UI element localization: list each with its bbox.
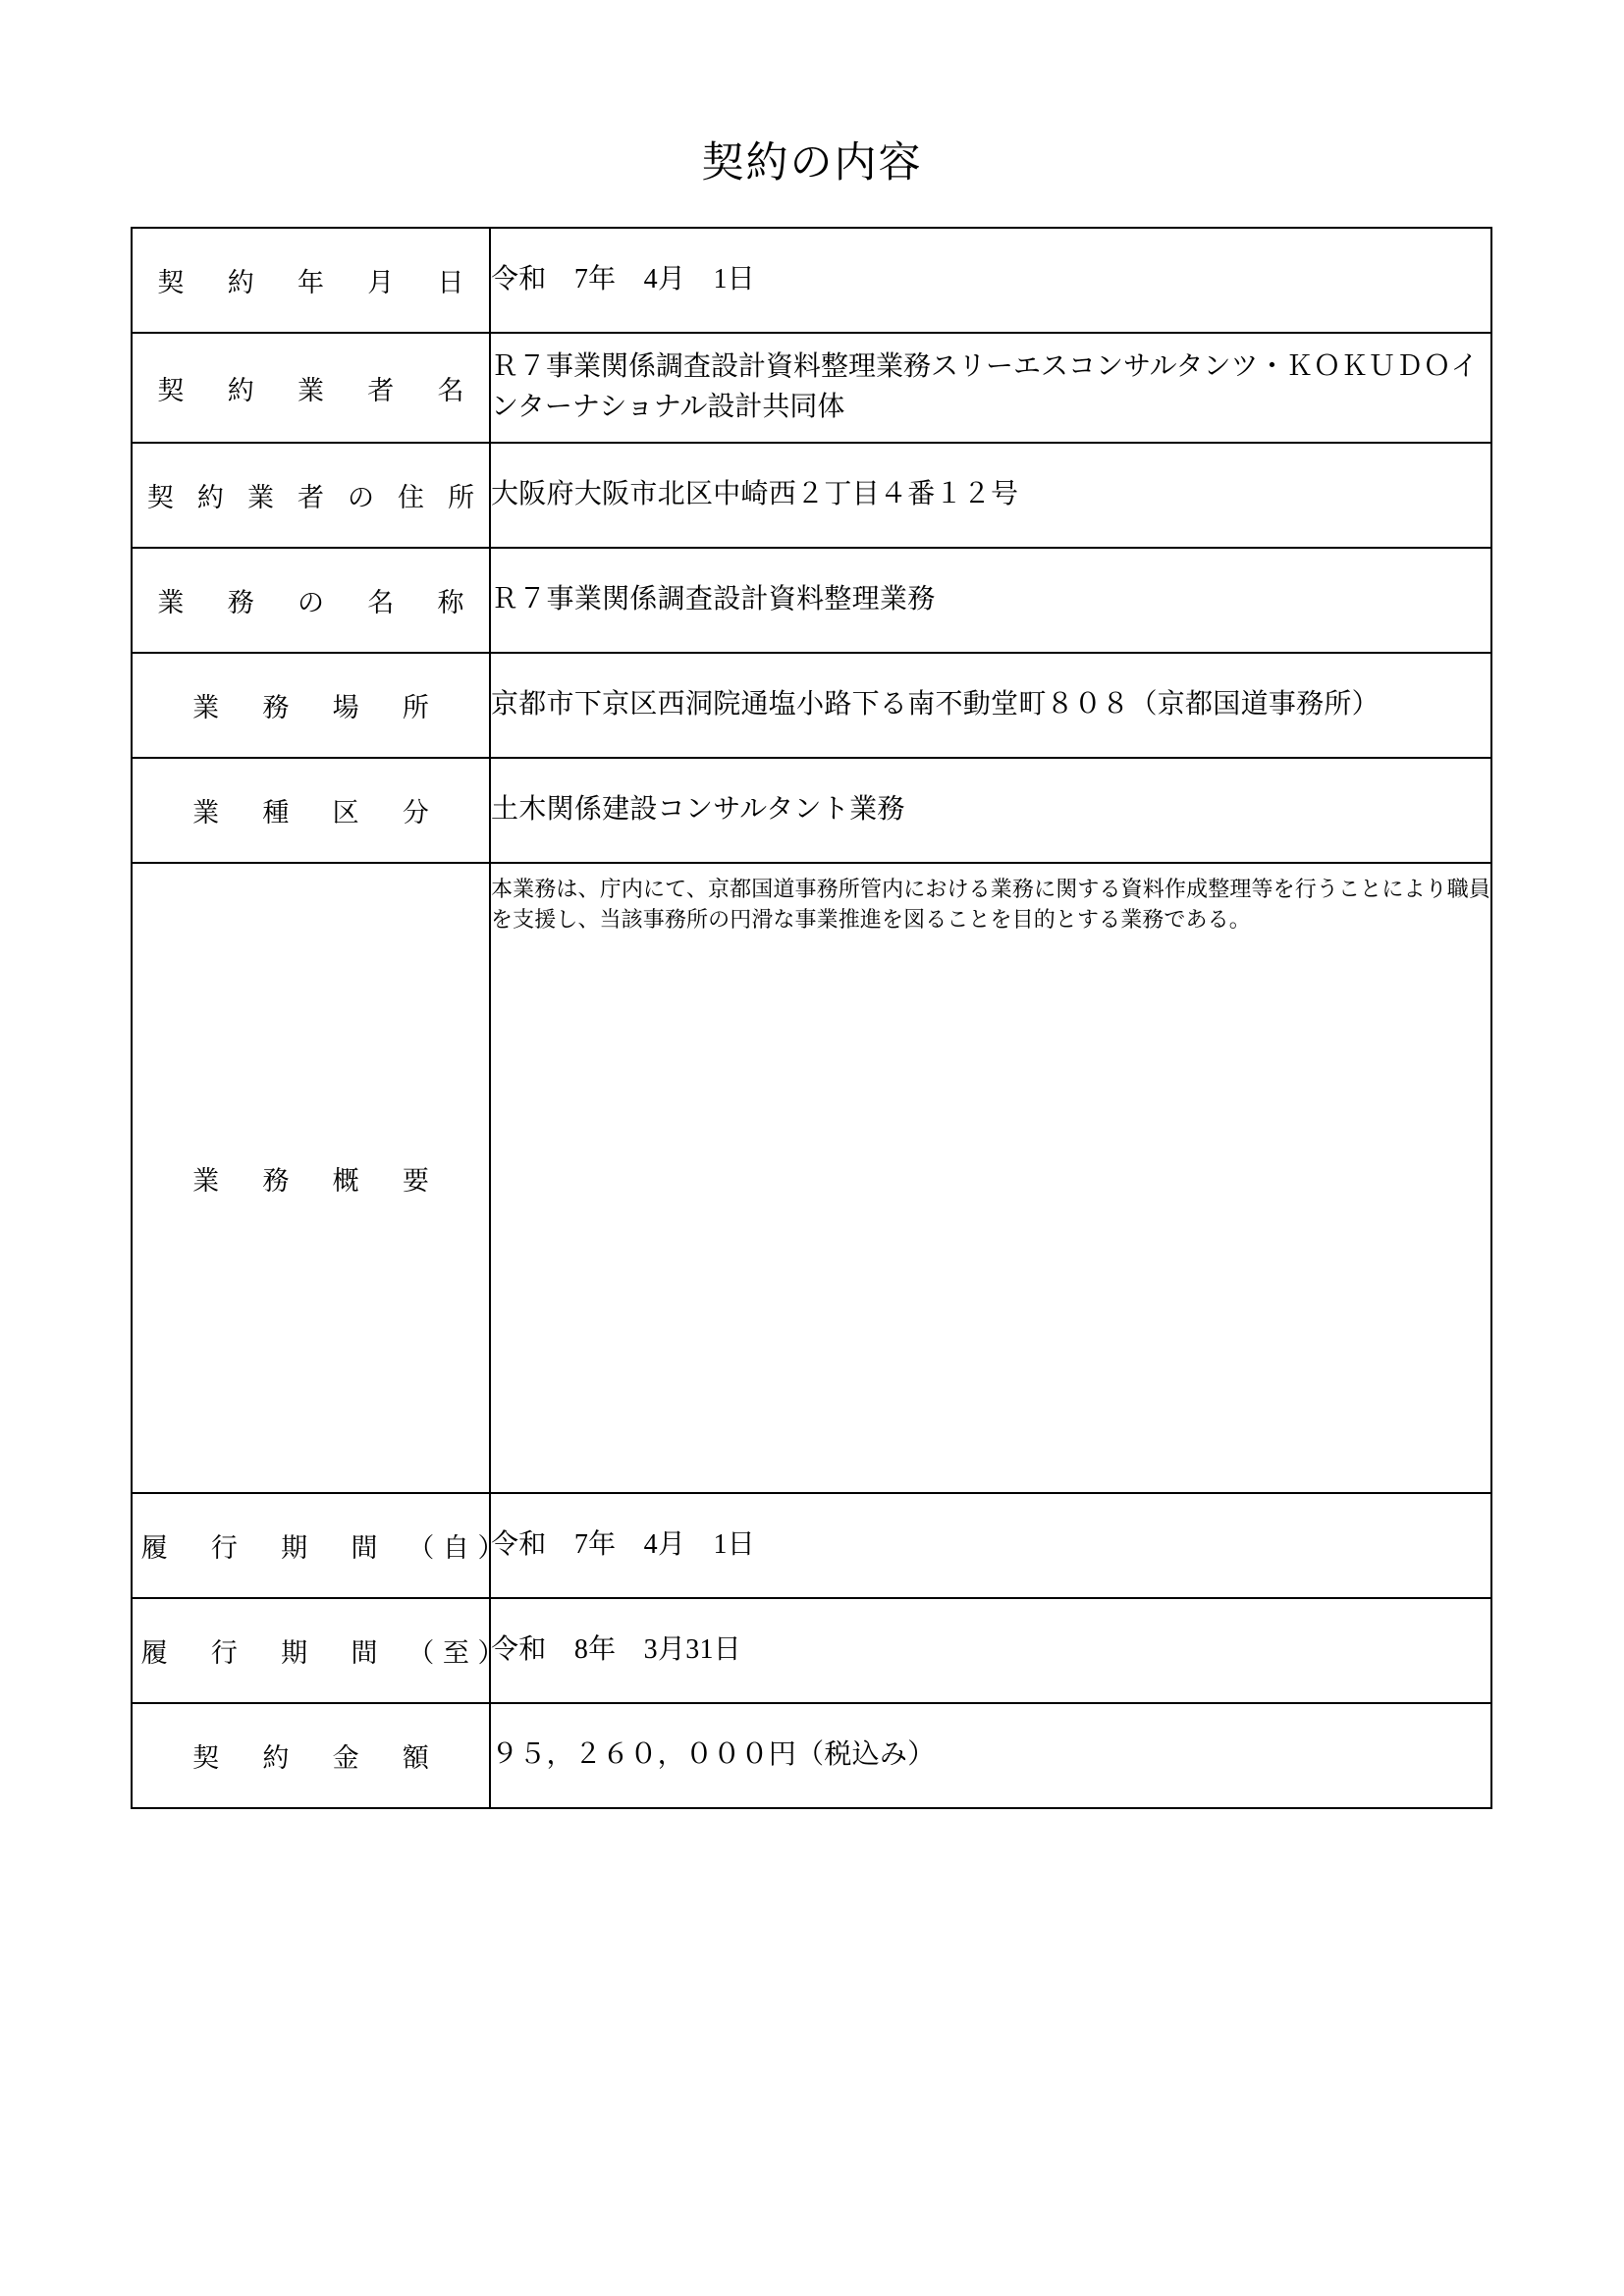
row-value-vendor-name: Ｒ７事業関係調査設計資料整理業務スリーエスコンサルタンツ・ＫＯＫＵＤＯインターナショナル設計共同体 [490,333,1491,443]
row-label-work-location [132,653,490,758]
row-value-period-from: 令和 7年 4月 1日 [490,1493,1491,1598]
table-row [132,333,1491,443]
table-row [132,548,1491,653]
row-label-contract-date [132,228,490,333]
row-label-period-from [132,1493,514,1598]
label-text: 契 約 業 者 の 住 所 [146,483,483,512]
row-value-contract-amount: ９５，２６０，０００円（税込み） [490,1703,1491,1808]
label-text: 業 務 場 所 [192,693,438,722]
table-row [132,863,1491,1493]
label-text: 業 務 概 要 [192,1165,438,1196]
label-text: 業 務 の 名 称 [157,588,473,617]
label-text: 履 行 期 間 （自） [140,1533,514,1563]
row-value-contract-date: 令和 7年 4月 1日 [490,228,1491,333]
label-text: 業 種 区 分 [192,798,438,828]
contract-details-table [131,227,1492,1809]
row-value-vendor-address: 大阪府大阪市北区中崎西２丁目４番１２号 [490,443,1491,548]
label-text: 契 約 金 額 [192,1743,438,1773]
row-value-work-summary [490,863,1491,1493]
page-title: 契約の内容 [701,140,923,187]
row-label-project-name [132,548,490,653]
row-label-work-summary [132,863,490,1493]
row-label-contract-amount [132,1703,490,1808]
row-value-business-category: 土木関係建設コンサルタント業務 [490,758,1491,863]
label-text: 契 約 業 者 名 [157,375,473,405]
row-value-project-name: Ｒ７事業関係調査設計資料整理業務 [490,548,1491,653]
row-label-period-to [132,1598,514,1703]
table-row [132,228,1491,333]
label-text: 契 約 年 月 日 [157,268,473,297]
row-value-period-to: 令和 8年 3月31日 [490,1598,1491,1703]
row-value-work-location: 京都市下京区西洞院通塩小路下る南不動堂町８０８（京都国道事務所） [490,653,1491,758]
row-label-vendor-address [132,443,490,548]
label-text: 履 行 期 間 （至） [140,1638,514,1668]
row-label-vendor-name [132,333,490,443]
table-row [132,443,1491,548]
table-row [132,1598,1491,1703]
row-label-business-category [132,758,490,863]
table-row [132,1703,1491,1808]
table-row [132,758,1491,863]
table-row [132,1493,1491,1598]
table-row [132,653,1491,758]
work-summary-paragraph: 本業務は、庁内にて、京都国道事務所管内における業務に関する資料作成整理等を行うことにより職員を支援し、当該事務所の円滑な事業推進を図ることを目的とする業務である。 [491,877,1490,933]
